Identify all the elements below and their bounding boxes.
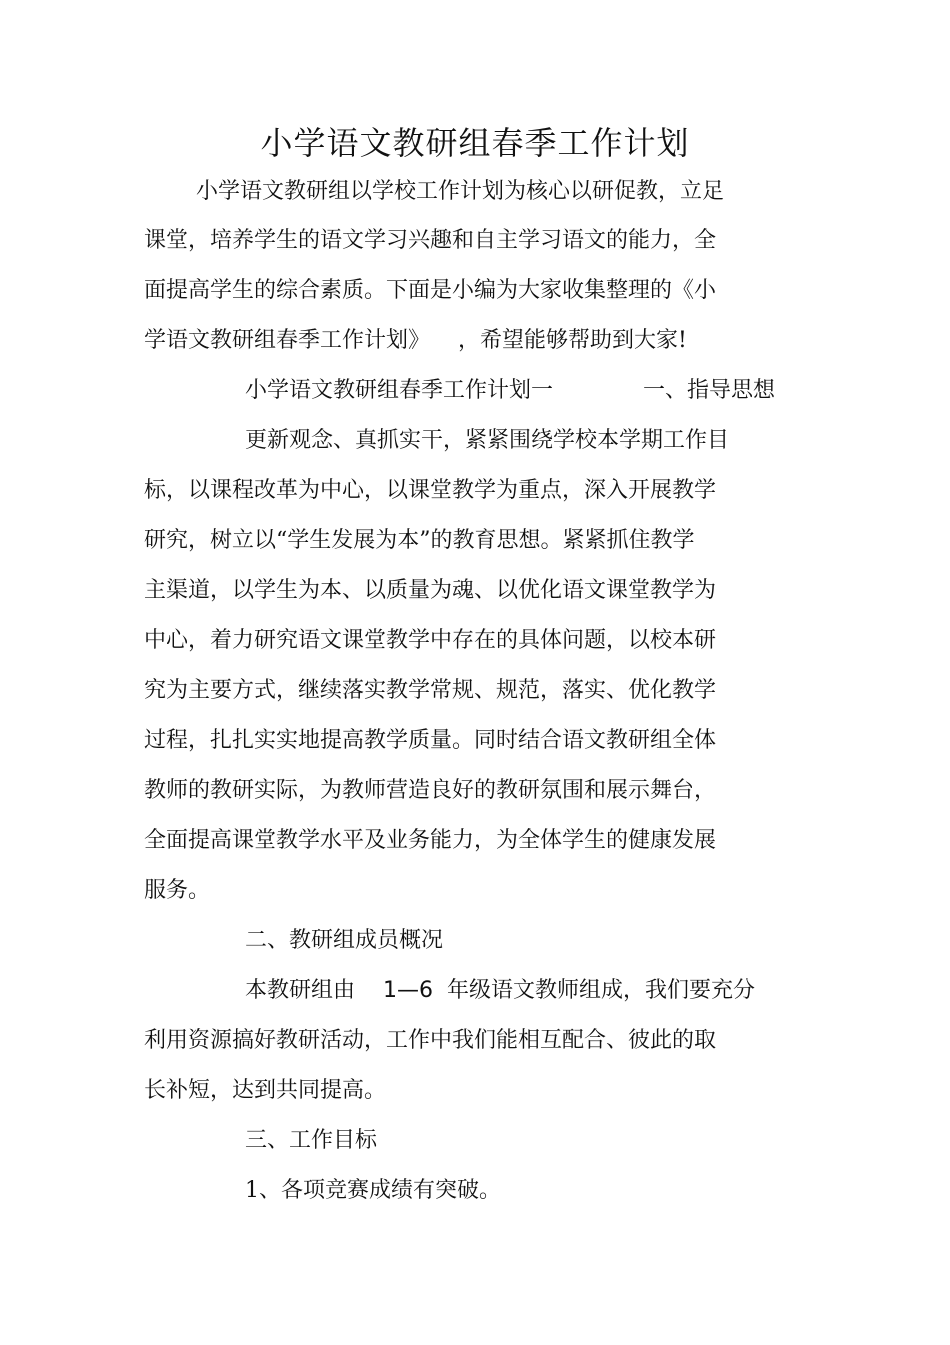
plan-heading-line <box>245 376 775 406</box>
section1-line-1: 更新观念、真抓实干，紧紧围绕学校本学期工作目 <box>245 428 730 453</box>
intro-line-3: 面提高学生的综合素质。下面是小编为大家收集整理的《小 <box>144 278 717 303</box>
section2-line-1 <box>245 976 755 1006</box>
plan-heading: 小学语文教研组春季工作计划一 <box>245 378 554 403</box>
section1-line-5: 中心，着力研究语文课堂教学中存在的具体问题，以校本研 <box>144 628 717 653</box>
section2-line-1-part-a: 本教研组由 <box>245 978 356 1003</box>
section2-heading: 二、教研组成员概况 <box>245 928 444 953</box>
intro-line-4-part-b: ，希望能够帮助到大家! <box>458 328 687 353</box>
document-title: 小学语文教研组春季工作计划 <box>260 124 690 162</box>
section1-line-2: 标，以课程改革为中心，以课堂教学为重点，深入开展教学 <box>144 478 717 503</box>
intro-line-2: 课堂，培养学生的语文学习兴趣和自主学习语文的能力，全 <box>144 228 717 253</box>
section2-line-2: 利用资源搞好教研活动，工作中我们能相互配合、彼此的取 <box>144 1028 717 1053</box>
section1-line-9: 全面提高课堂教学水平及业务能力，为全体学生的健康发展 <box>144 828 717 853</box>
section2-line-3: 长补短，达到共同提高。 <box>144 1078 387 1103</box>
section2-line-1-part-b: 年级语文教师组成，我们要充分 <box>447 978 756 1003</box>
goal-item-1: 1、各项竞赛成绩有突破。 <box>245 1178 501 1203</box>
section1-line-6: 究为主要方式，继续落实教学常规、规范，落实、优化教学 <box>144 678 717 703</box>
section1-line-7: 过程，扎扎实实地提高教学质量。同时结合语文教研组全体 <box>144 728 717 753</box>
intro-line-4-part-a: 学语文教研组春季工作计划》 <box>144 328 431 353</box>
section1-line-8: 教师的教研实际，为教师营造良好的教研氛围和展示舞台， <box>144 778 717 803</box>
section1-line-3: 研究，树立以“学生发展为本”的教育思想。紧紧抓住教学 <box>144 528 695 553</box>
section3-heading: 三、工作目标 <box>245 1128 378 1153</box>
intro-line-4 <box>144 326 687 356</box>
intro-line-1: 小学语文教研组以学校工作计划为核心以研促教，立足 <box>196 179 725 204</box>
section1-line-10: 服务。 <box>144 878 211 903</box>
grade-range: 1—6 <box>383 978 434 1003</box>
section1-heading: 一、指导思想 <box>643 378 776 403</box>
section1-line-4: 主渠道，以学生为本、以质量为魂、以优化语文课堂教学为 <box>144 578 717 603</box>
